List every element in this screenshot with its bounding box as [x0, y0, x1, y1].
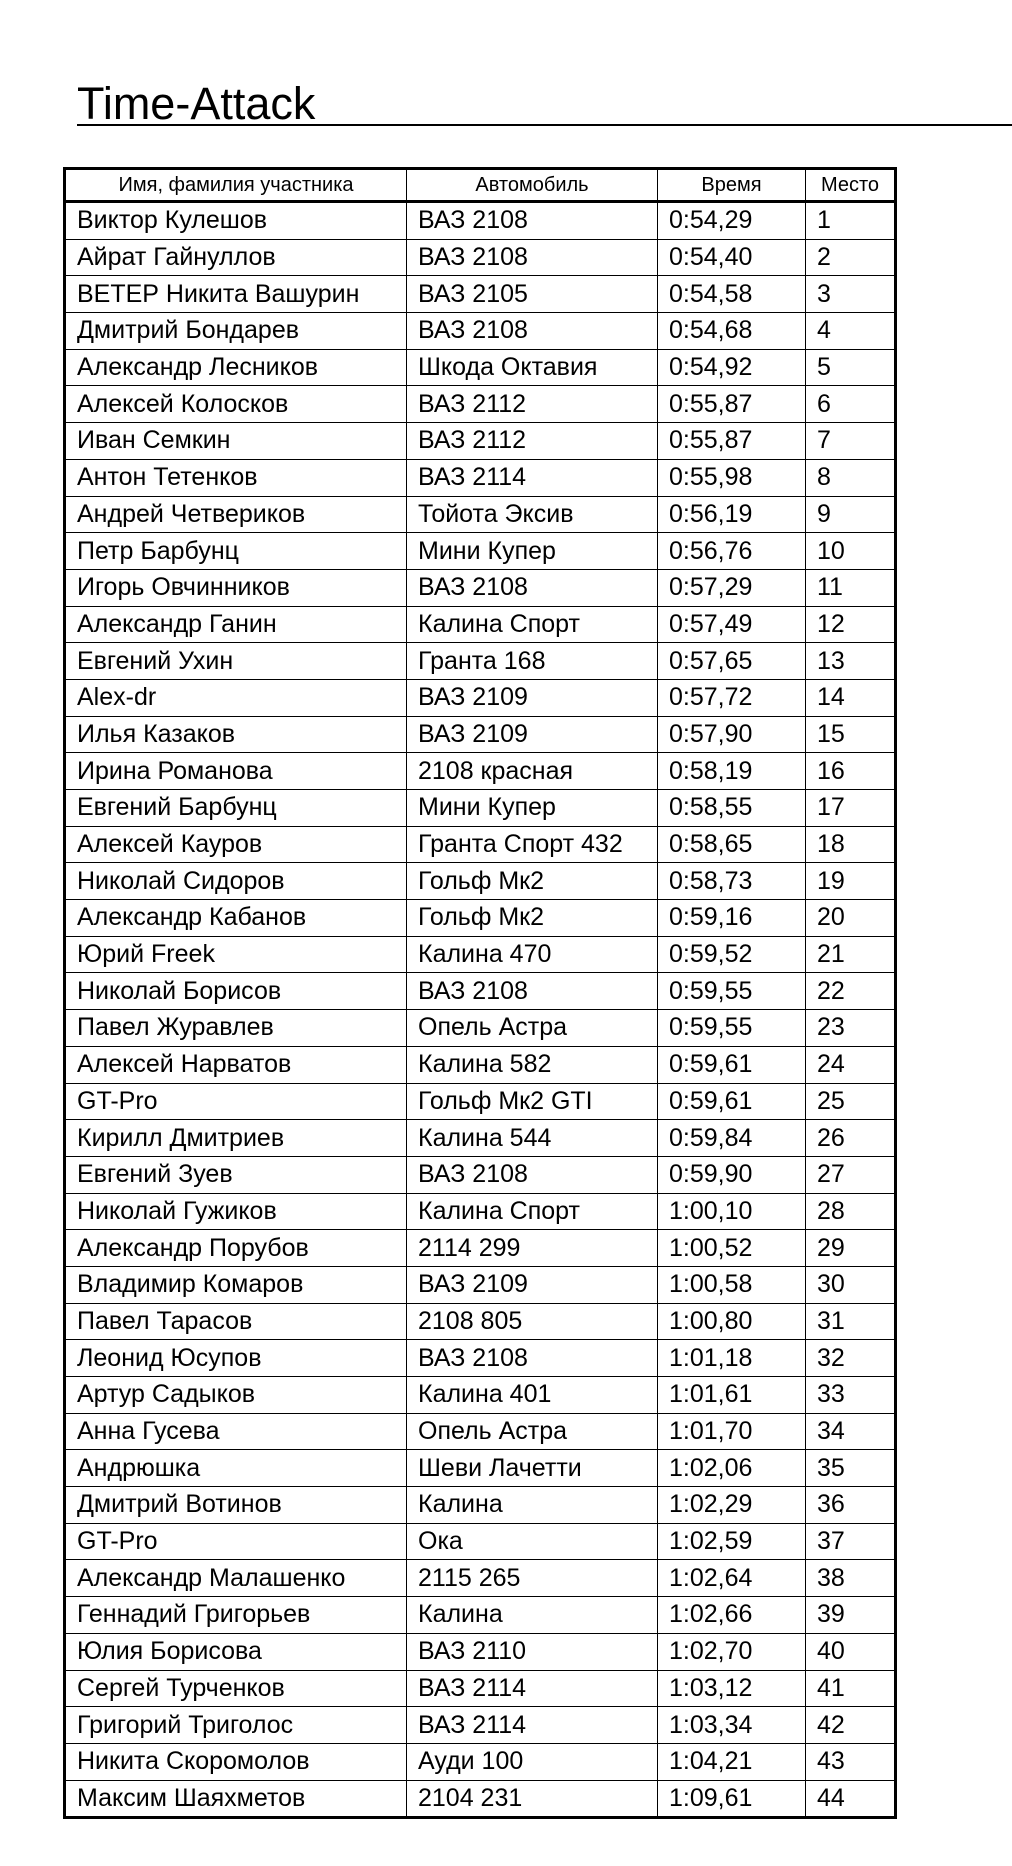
car-cell: Ока — [407, 1523, 658, 1560]
time-cell: 0:56,19 — [658, 496, 806, 533]
place-cell: 19 — [806, 863, 896, 900]
place-cell: 6 — [806, 386, 896, 423]
table-row — [65, 1413, 896, 1450]
car-cell: Мини Купер — [407, 533, 658, 570]
place-cell: 10 — [806, 533, 896, 570]
participant-name-cell: Игорь Овчинников — [65, 569, 407, 606]
place-cell: 13 — [806, 643, 896, 680]
time-cell: 1:02,66 — [658, 1597, 806, 1634]
car-cell: Калина — [407, 1487, 658, 1524]
table-row — [65, 1303, 896, 1340]
time-cell: 0:59,61 — [658, 1046, 806, 1083]
time-cell: 1:09,61 — [658, 1780, 806, 1818]
time-cell: 0:55,98 — [658, 459, 806, 496]
table-row — [65, 1597, 896, 1634]
place-cell: 8 — [806, 459, 896, 496]
place-cell: 1 — [806, 202, 896, 240]
car-cell: Шкода Октавия — [407, 349, 658, 386]
place-cell: 4 — [806, 313, 896, 350]
car-cell: ВАЗ 2109 — [407, 679, 658, 716]
participant-name-cell: Григорий Триголос — [65, 1707, 407, 1744]
place-cell: 15 — [806, 716, 896, 753]
car-cell: ВАЗ 2108 — [407, 1156, 658, 1193]
participant-name-cell: Павел Тарасов — [65, 1303, 407, 1340]
car-cell: ВАЗ 2108 — [407, 239, 658, 276]
participant-name-cell: Сергей Турченков — [65, 1670, 407, 1707]
place-cell: 23 — [806, 1010, 896, 1047]
table-row — [65, 386, 896, 423]
participant-name-cell: Алексей Колосков — [65, 386, 407, 423]
place-cell: 2 — [806, 239, 896, 276]
car-cell: ВАЗ 2114 — [407, 1670, 658, 1707]
table-row — [65, 1193, 896, 1230]
participant-name-cell: Виктор Кулешов — [65, 202, 407, 240]
participant-name-cell: Юлия Борисова — [65, 1633, 407, 1670]
table-row — [65, 1120, 896, 1157]
column-header-name: Имя, фамилия участника — [65, 169, 407, 202]
table-row — [65, 1046, 896, 1083]
table-row — [65, 973, 896, 1010]
table-row — [65, 679, 896, 716]
place-cell: 3 — [806, 276, 896, 313]
car-cell: Мини Купер — [407, 790, 658, 827]
place-cell: 36 — [806, 1487, 896, 1524]
table-row — [65, 1450, 896, 1487]
time-cell: 0:54,58 — [658, 276, 806, 313]
car-cell: ВАЗ 2108 — [407, 202, 658, 240]
car-cell: ВАЗ 2112 — [407, 386, 658, 423]
time-cell: 1:02,59 — [658, 1523, 806, 1560]
time-cell: 0:58,19 — [658, 753, 806, 790]
table-row — [65, 276, 896, 313]
time-cell: 0:57,90 — [658, 716, 806, 753]
table-row — [65, 1156, 896, 1193]
car-cell: Гольф Мк2 — [407, 863, 658, 900]
table-row — [65, 1487, 896, 1524]
table-row — [65, 936, 896, 973]
car-cell: ВАЗ 2114 — [407, 459, 658, 496]
place-cell: 20 — [806, 900, 896, 937]
place-cell: 9 — [806, 496, 896, 533]
car-cell: 2108 805 — [407, 1303, 658, 1340]
table-row — [65, 496, 896, 533]
car-cell: Гранта 168 — [407, 643, 658, 680]
time-cell: 0:54,92 — [658, 349, 806, 386]
participant-name-cell: Алексей Кауров — [65, 826, 407, 863]
car-cell: ВАЗ 2108 — [407, 313, 658, 350]
place-cell: 33 — [806, 1377, 896, 1414]
place-cell: 31 — [806, 1303, 896, 1340]
car-cell: ВАЗ 2108 — [407, 1340, 658, 1377]
time-cell: 1:00,58 — [658, 1266, 806, 1303]
time-cell: 0:55,87 — [658, 386, 806, 423]
participant-name-cell: Александр Порубов — [65, 1230, 407, 1267]
table-row — [65, 1560, 896, 1597]
car-cell: ВАЗ 2109 — [407, 716, 658, 753]
participant-name-cell: Alex-dr — [65, 679, 407, 716]
car-cell: Шеви Лачетти — [407, 1450, 658, 1487]
table-row — [65, 863, 896, 900]
place-cell: 24 — [806, 1046, 896, 1083]
car-cell: Опель Астра — [407, 1413, 658, 1450]
car-cell: Калина Спорт — [407, 1193, 658, 1230]
time-cell: 0:59,16 — [658, 900, 806, 937]
place-cell: 21 — [806, 936, 896, 973]
table-row — [65, 643, 896, 680]
place-cell: 11 — [806, 569, 896, 606]
table-body — [65, 202, 896, 1818]
participant-name-cell: Ирина Романова — [65, 753, 407, 790]
time-cell: 0:54,40 — [658, 239, 806, 276]
time-cell: 1:03,34 — [658, 1707, 806, 1744]
time-cell: 0:54,68 — [658, 313, 806, 350]
place-cell: 39 — [806, 1597, 896, 1634]
participant-name-cell: Никита Скоромолов — [65, 1743, 407, 1780]
car-cell: ВАЗ 2110 — [407, 1633, 658, 1670]
time-cell: 1:02,70 — [658, 1633, 806, 1670]
participant-name-cell: Андрей Четвериков — [65, 496, 407, 533]
place-cell: 18 — [806, 826, 896, 863]
table-row — [65, 1266, 896, 1303]
place-cell: 34 — [806, 1413, 896, 1450]
place-cell: 37 — [806, 1523, 896, 1560]
place-cell: 16 — [806, 753, 896, 790]
table-row — [65, 1707, 896, 1744]
car-cell: 2104 231 — [407, 1780, 658, 1818]
table-row — [65, 1633, 896, 1670]
participant-name-cell: Илья Казаков — [65, 716, 407, 753]
participant-name-cell: Антон Тетенков — [65, 459, 407, 496]
place-cell: 30 — [806, 1266, 896, 1303]
car-cell: ВАЗ 2114 — [407, 1707, 658, 1744]
results-table — [63, 167, 897, 1819]
participant-name-cell: Евгений Барбунц — [65, 790, 407, 827]
time-cell: 0:59,61 — [658, 1083, 806, 1120]
place-cell: 40 — [806, 1633, 896, 1670]
time-cell: 1:01,18 — [658, 1340, 806, 1377]
car-cell: Опель Астра — [407, 1010, 658, 1047]
time-cell: 0:56,76 — [658, 533, 806, 570]
time-cell: 1:02,64 — [658, 1560, 806, 1597]
car-cell: ВАЗ 2109 — [407, 1266, 658, 1303]
car-cell: 2108 красная — [407, 753, 658, 790]
participant-name-cell: Айрат Гайнуллов — [65, 239, 407, 276]
participant-name-cell: Дмитрий Бондарев — [65, 313, 407, 350]
car-cell: Ауди 100 — [407, 1743, 658, 1780]
time-cell: 1:01,70 — [658, 1413, 806, 1450]
table-row — [65, 606, 896, 643]
table-row — [65, 1230, 896, 1267]
time-cell: 1:04,21 — [658, 1743, 806, 1780]
time-cell: 0:59,55 — [658, 973, 806, 1010]
place-cell: 38 — [806, 1560, 896, 1597]
participant-name-cell: Петр Барбунц — [65, 533, 407, 570]
title-underline — [77, 74, 1012, 129]
time-cell: 0:59,84 — [658, 1120, 806, 1157]
time-cell: 0:55,87 — [658, 423, 806, 460]
column-header-car: Автомобиль — [407, 169, 658, 202]
time-cell: 0:54,29 — [658, 202, 806, 240]
header-row — [65, 169, 896, 202]
place-cell: 26 — [806, 1120, 896, 1157]
table-row — [65, 790, 896, 827]
participant-name-cell: Геннадий Григорьев — [65, 1597, 407, 1634]
participant-name-cell: Иван Семкин — [65, 423, 407, 460]
column-header-time: Время — [658, 169, 806, 202]
participant-name-cell: GT-Pro — [65, 1523, 407, 1560]
place-cell: 35 — [806, 1450, 896, 1487]
table-header — [65, 169, 896, 202]
table-row — [65, 1377, 896, 1414]
time-cell: 0:57,65 — [658, 643, 806, 680]
participant-name-cell: Дмитрий Вотинов — [65, 1487, 407, 1524]
car-cell: ВАЗ 2108 — [407, 973, 658, 1010]
time-cell: 1:00,80 — [658, 1303, 806, 1340]
participant-name-cell: GT-Pro — [65, 1083, 407, 1120]
column-header-place: Место — [806, 169, 896, 202]
participant-name-cell: Павел Журавлев — [65, 1010, 407, 1047]
car-cell: Калина 401 — [407, 1377, 658, 1414]
participant-name-cell: Евгений Зуев — [65, 1156, 407, 1193]
table-row — [65, 423, 896, 460]
table-row — [65, 1083, 896, 1120]
participant-name-cell: Владимир Комаров — [65, 1266, 407, 1303]
participant-name-cell: Леонид Юсупов — [65, 1340, 407, 1377]
table-row — [65, 459, 896, 496]
participant-name-cell: Александр Лесников — [65, 349, 407, 386]
time-cell: 0:59,52 — [658, 936, 806, 973]
car-cell: Гольф Мк2 — [407, 900, 658, 937]
participant-name-cell: Александр Кабанов — [65, 900, 407, 937]
page-title: Time-Attack — [77, 78, 316, 129]
car-cell: Гранта Спорт 432 — [407, 826, 658, 863]
participant-name-cell: Евгений Ухин — [65, 643, 407, 680]
place-cell: 14 — [806, 679, 896, 716]
table-row — [65, 349, 896, 386]
participant-name-cell: Алексей Нарватов — [65, 1046, 407, 1083]
participant-name-cell: Андрюшка — [65, 1450, 407, 1487]
participant-name-cell: Александр Ганин — [65, 606, 407, 643]
place-cell: 29 — [806, 1230, 896, 1267]
table-row — [65, 313, 896, 350]
car-cell: 2114 299 — [407, 1230, 658, 1267]
participant-name-cell: Николай Гужиков — [65, 1193, 407, 1230]
time-cell: 1:03,12 — [658, 1670, 806, 1707]
time-cell: 1:00,10 — [658, 1193, 806, 1230]
table-row — [65, 1010, 896, 1047]
time-cell: 0:57,29 — [658, 569, 806, 606]
time-cell: 1:01,61 — [658, 1377, 806, 1414]
participant-name-cell: ВЕТЕР Никита Вашурин — [65, 276, 407, 313]
place-cell: 32 — [806, 1340, 896, 1377]
table-row — [65, 1523, 896, 1560]
participant-name-cell: Анна Гусева — [65, 1413, 407, 1450]
place-cell: 42 — [806, 1707, 896, 1744]
car-cell: Калина Спорт — [407, 606, 658, 643]
time-cell: 0:58,73 — [658, 863, 806, 900]
place-cell: 44 — [806, 1780, 896, 1818]
car-cell: Калина 582 — [407, 1046, 658, 1083]
participant-name-cell: Артур Садыков — [65, 1377, 407, 1414]
time-cell: 0:59,55 — [658, 1010, 806, 1047]
participant-name-cell: Николай Борисов — [65, 973, 407, 1010]
table-row — [65, 900, 896, 937]
table-row — [65, 1743, 896, 1780]
table-row — [65, 569, 896, 606]
place-cell: 5 — [806, 349, 896, 386]
car-cell: Калина 544 — [407, 1120, 658, 1157]
table-row — [65, 1780, 896, 1818]
place-cell: 28 — [806, 1193, 896, 1230]
time-cell: 1:02,29 — [658, 1487, 806, 1524]
time-cell: 0:57,49 — [658, 606, 806, 643]
participant-name-cell: Александр Малашенко — [65, 1560, 407, 1597]
car-cell: ВАЗ 2105 — [407, 276, 658, 313]
place-cell: 43 — [806, 1743, 896, 1780]
table-row — [65, 533, 896, 570]
participant-name-cell: Юрий Freek — [65, 936, 407, 973]
car-cell: Калина 470 — [407, 936, 658, 973]
table-row — [65, 716, 896, 753]
time-cell: 1:02,06 — [658, 1450, 806, 1487]
place-cell: 27 — [806, 1156, 896, 1193]
car-cell: Калина — [407, 1597, 658, 1634]
table-row — [65, 202, 896, 240]
time-cell: 0:59,90 — [658, 1156, 806, 1193]
participant-name-cell: Максим Шаяхметов — [65, 1780, 407, 1818]
time-cell: 0:57,72 — [658, 679, 806, 716]
place-cell: 12 — [806, 606, 896, 643]
participant-name-cell: Кирилл Дмитриев — [65, 1120, 407, 1157]
place-cell: 41 — [806, 1670, 896, 1707]
place-cell: 17 — [806, 790, 896, 827]
table-row — [65, 1340, 896, 1377]
time-cell: 1:00,52 — [658, 1230, 806, 1267]
car-cell: Тойота Эксив — [407, 496, 658, 533]
table-row — [65, 826, 896, 863]
table-row — [65, 753, 896, 790]
participant-name-cell: Николай Сидоров — [65, 863, 407, 900]
time-cell: 0:58,55 — [658, 790, 806, 827]
table-row — [65, 239, 896, 276]
table-row — [65, 1670, 896, 1707]
time-cell: 0:58,65 — [658, 826, 806, 863]
place-cell: 7 — [806, 423, 896, 460]
car-cell: Гольф Мк2 GTI — [407, 1083, 658, 1120]
car-cell: ВАЗ 2108 — [407, 569, 658, 606]
car-cell: 2115 265 — [407, 1560, 658, 1597]
car-cell: ВАЗ 2112 — [407, 423, 658, 460]
place-cell: 25 — [806, 1083, 896, 1120]
place-cell: 22 — [806, 973, 896, 1010]
